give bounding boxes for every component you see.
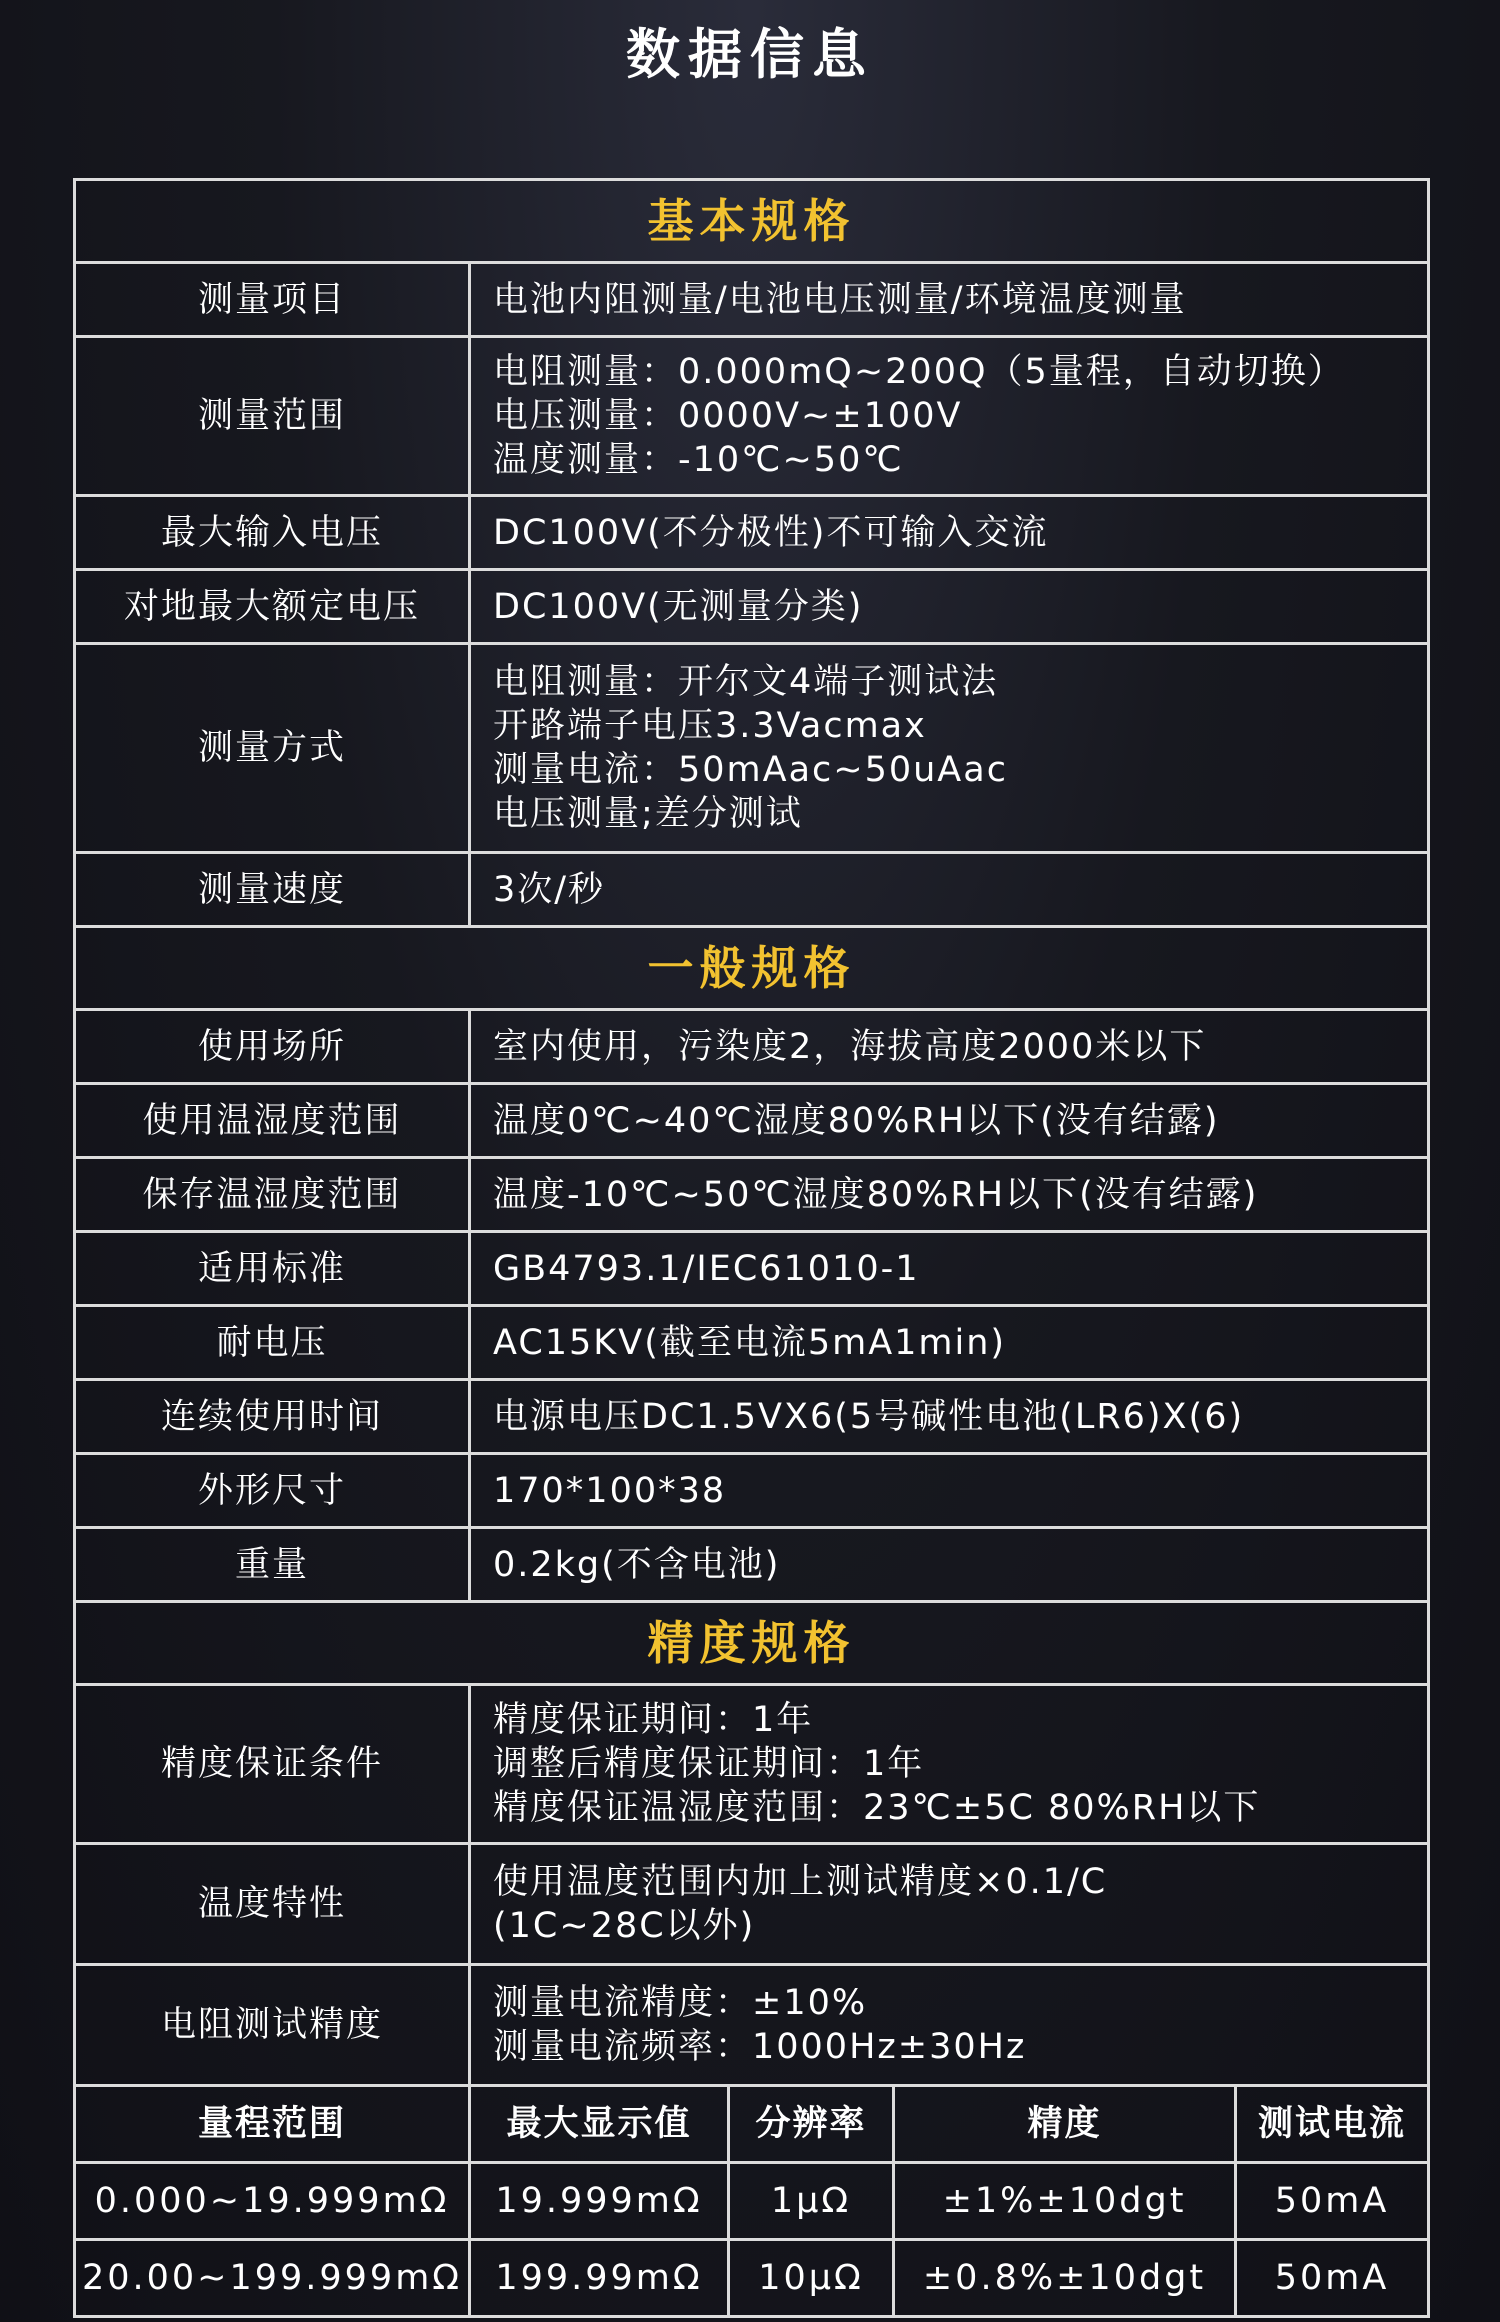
row-value: 测量电流精度：±10% 测量电流频率：1000Hz±30Hz <box>470 1965 1429 2086</box>
spec-row <box>75 1380 1429 1454</box>
row-value: 精度保证期间：1年 调整后精度保证期间：1年 精度保证温湿度范围：23℃±5C 80%RH以下 <box>470 1685 1429 1844</box>
column-header: 测试电流 <box>1236 2086 1429 2163</box>
table-row <box>75 2163 1429 2240</box>
table-cell: ±0.8%±10dgt <box>894 2240 1236 2317</box>
table-cell: 20.00~199.999mΩ <box>75 2240 470 2317</box>
spec-row <box>75 1965 1429 2086</box>
spec-row <box>75 1010 1429 1084</box>
row-label: 耐电压 <box>75 1306 470 1380</box>
row-label: 测量范围 <box>75 337 470 496</box>
section-general-header <box>75 927 1429 1010</box>
table-cell: ±1%±10dgt <box>894 2163 1236 2240</box>
row-label: 使用场所 <box>75 1010 470 1084</box>
row-value: 0.2kg(不含电池) <box>470 1528 1429 1602</box>
column-header: 量程范围 <box>75 2086 470 2163</box>
column-header: 精度 <box>894 2086 1236 2163</box>
row-value: 电阻测量：0.000mQ~200Q（5量程，自动切换） 电压测量：0000V~±100V 温度测量：-10℃~50℃ <box>470 337 1429 496</box>
row-value: 电阻测量：开尔文4端子测试法 开路端子电压3.3Vacmax 测量电流：50mAac~50uAac 电压测量;差分测试 <box>470 644 1429 853</box>
row-value: 温度0℃~40℃湿度80%RH以下(没有结露) <box>470 1084 1429 1158</box>
table-cell: 50mA <box>1236 2240 1429 2317</box>
range-table-header <box>75 2086 1429 2163</box>
spec-row <box>75 496 1429 570</box>
row-value: DC100V(无测量分类) <box>470 570 1429 644</box>
column-header: 最大显示值 <box>470 2086 729 2163</box>
row-value: 电池内阻测量/电池电压测量/环境温度测量 <box>470 263 1429 337</box>
page-title: 数据信息 <box>626 23 874 86</box>
spec-row <box>75 263 1429 337</box>
row-label: 测量项目 <box>75 263 470 337</box>
row-label: 精度保证条件 <box>75 1685 470 1844</box>
row-value: 电源电压DC1.5VX6(5号碱性电池(LR6)X(6) <box>470 1380 1429 1454</box>
spec-row <box>75 1158 1429 1232</box>
row-label: 温度特性 <box>75 1844 470 1965</box>
row-label: 连续使用时间 <box>75 1380 470 1454</box>
spec-row <box>75 644 1429 853</box>
row-value: 使用温度范围内加上测试精度×0.1/C (1C~28C以外) <box>470 1844 1429 1965</box>
row-value: AC15KV(截至电流5mA1min) <box>470 1306 1429 1380</box>
table-cell: 1μΩ <box>729 2163 894 2240</box>
row-label: 测量方式 <box>75 644 470 853</box>
row-label: 适用标准 <box>75 1232 470 1306</box>
row-label: 电阻测试精度 <box>75 1965 470 2086</box>
row-value: 温度-10℃~50℃湿度80%RH以下(没有结露) <box>470 1158 1429 1232</box>
row-label: 外形尺寸 <box>75 1454 470 1528</box>
section-basic-header <box>75 180 1429 263</box>
table-cell: 50mA <box>1236 2163 1429 2240</box>
table-cell: 0.000~19.999mΩ <box>75 2163 470 2240</box>
section-title-general: 一般规格 <box>75 927 1429 1010</box>
spec-row <box>75 1528 1429 1602</box>
row-value: DC100V(不分极性)不可输入交流 <box>470 496 1429 570</box>
spec-table <box>73 178 1430 2318</box>
row-label: 测量速度 <box>75 853 470 927</box>
row-value: 室内使用，污染度2，海拔高度2000米以下 <box>470 1010 1429 1084</box>
row-label: 对地最大额定电压 <box>75 570 470 644</box>
spec-row <box>75 1454 1429 1528</box>
row-value: 170*100*38 <box>470 1454 1429 1528</box>
spec-row <box>75 570 1429 644</box>
spec-row <box>75 1685 1429 1844</box>
row-label: 使用温湿度范围 <box>75 1084 470 1158</box>
section-title-accuracy: 精度规格 <box>75 1602 1429 1685</box>
spec-row <box>75 1844 1429 1965</box>
spec-row <box>75 853 1429 927</box>
row-label: 重量 <box>75 1528 470 1602</box>
column-header: 分辨率 <box>729 2086 894 2163</box>
table-row <box>75 2240 1429 2317</box>
section-title-basic: 基本规格 <box>75 180 1429 263</box>
row-value: GB4793.1/IEC61010-1 <box>470 1232 1429 1306</box>
spec-row <box>75 337 1429 496</box>
table-cell: 10μΩ <box>729 2240 894 2317</box>
table-cell: 19.999mΩ <box>470 2163 729 2240</box>
spec-row <box>75 1232 1429 1306</box>
spec-row <box>75 1306 1429 1380</box>
row-label: 最大输入电压 <box>75 496 470 570</box>
row-label: 保存温湿度范围 <box>75 1158 470 1232</box>
table-cell: 199.99mΩ <box>470 2240 729 2317</box>
spec-row <box>75 1084 1429 1158</box>
row-value: 3次/秒 <box>470 853 1429 927</box>
section-accuracy-header <box>75 1602 1429 1685</box>
